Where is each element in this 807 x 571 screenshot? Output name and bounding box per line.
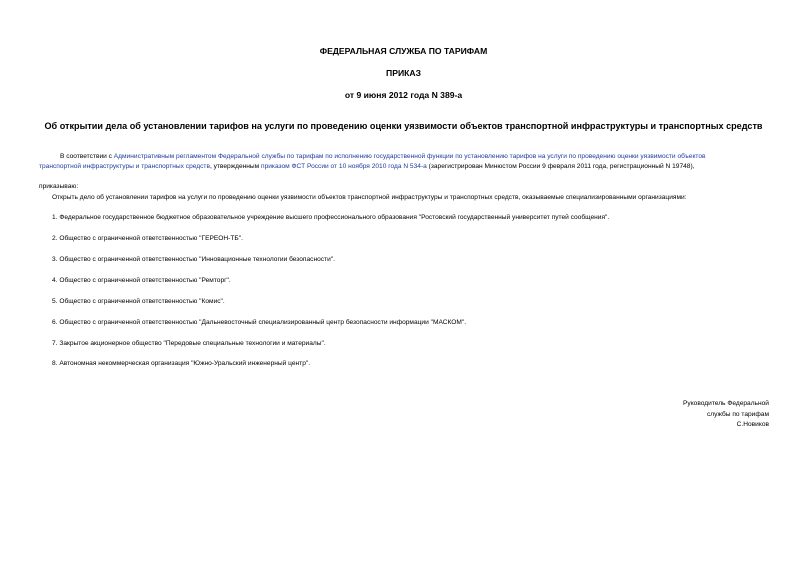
regulation-link[interactable]: Административным регламентом Федеральной службы по тарифам по исполнению государственной функции по установлению тарифов на услуги по проведению оценки уязвимости объектов	[113, 153, 706, 160]
preamble-text-1: В соответствии с	[60, 153, 114, 160]
order-intro: Открыть дело об установлении тарифов на услуги по проведению оценки уязвимости объектов транспортной инфраструктуры и транспортных средств, оказываемые специализированными организациями:	[52, 194, 687, 201]
list-item: 4. Общество с ограниченной ответственностью "Ремторг".	[52, 277, 231, 284]
order-534a-link[interactable]: приказом ФСТ России от 10 ноября 2010 года N 534-а	[261, 163, 427, 170]
order-word: приказываю:	[39, 183, 79, 190]
signature-position: Руководитель Федеральной	[683, 400, 769, 407]
list-item: 2. Общество с ограниченной ответственностью "ГЕРЕОН-ТБ".	[52, 235, 243, 242]
document-date-number: от 9 июня 2012 года N 389-а	[344, 90, 463, 100]
signature-agency: службы по тарифам	[706, 411, 769, 418]
list-item: 7. Закрытое акционерное общество "Передовые специальные технологии и материалы".	[52, 340, 326, 347]
list-item: 8. Автономная некоммерческая организация "Южно-Уральский инженерный центр".	[52, 360, 311, 367]
signature-name: С.Новиков	[736, 421, 769, 428]
preamble-line-1	[60, 152, 706, 162]
preamble-line-2	[39, 162, 694, 172]
list-item: 6. Общество с ограниченной ответственностью "Дальневосточный специализированный центр безопасности информации "МАСКОМ".	[52, 319, 467, 326]
document-title: Об открытии дела об установлении тарифов на услуги по проведению оценки уязвимости объектов транспортной инфраструктуры и транспортных средств	[44, 121, 763, 131]
regulation-link-continued[interactable]: транспортной инфраструктуры и транспортных средств	[39, 163, 210, 170]
document-type: ПРИКАЗ	[386, 68, 421, 78]
preamble-text-3: (зарегистрирован Минюстом России 9 февраля 2011 года, регистрационный N 19748),	[426, 163, 695, 170]
list-item: 3. Общество с ограниченной ответственностью "Инновационные технологии безопасности".	[52, 256, 335, 263]
preamble-text-2: , утвержденным	[209, 163, 262, 170]
list-item: 5. Общество с ограниченной ответственностью "Комис".	[52, 298, 225, 305]
agency-name: ФЕДЕРАЛЬНАЯ СЛУЖБА ПО ТАРИФАМ	[319, 46, 488, 56]
list-item: 1. Федеральное государственное бюджетное образовательное учреждение высшего профессионального образования "Ростовский государственный университет путей сообщения".	[52, 214, 610, 221]
